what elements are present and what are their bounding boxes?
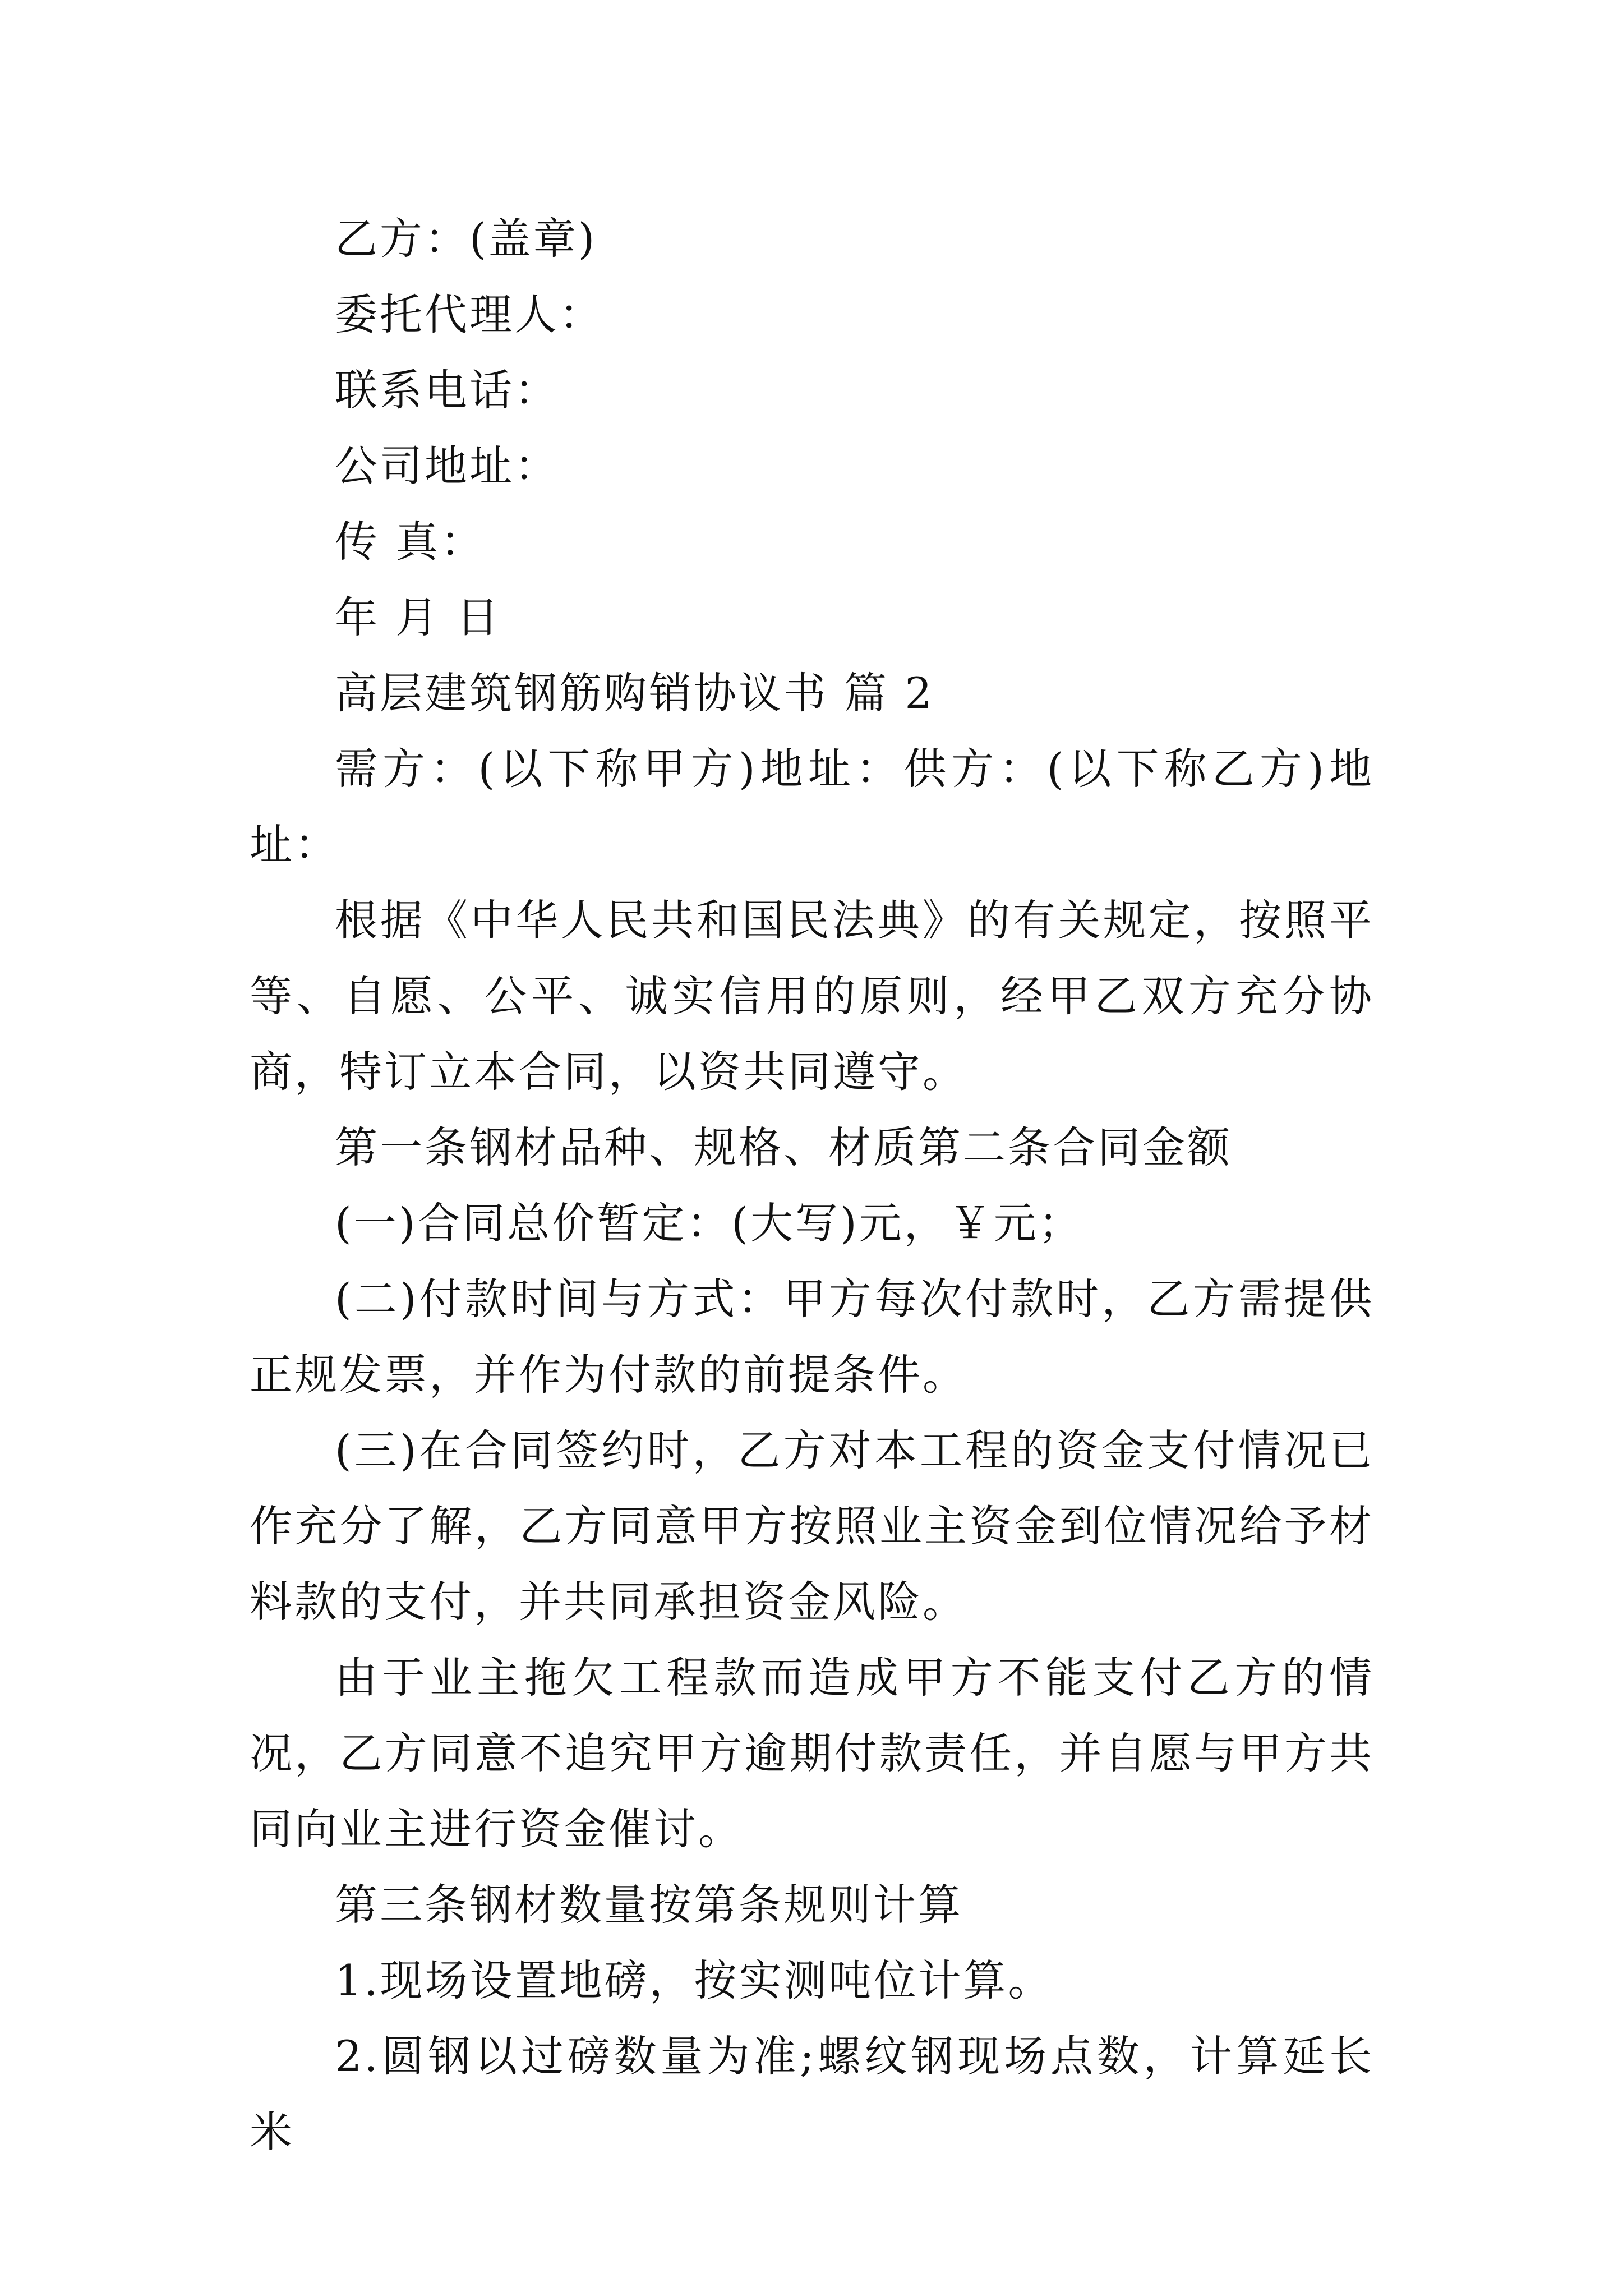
date-line: 年 月 日 [335, 592, 501, 642]
party-b-seal: 乙方：(盖章) [335, 214, 597, 264]
weighbridge-rule: 1.现场设置地磅，按实测吨位计算。 [335, 1955, 1053, 2005]
funding-risk: (三)在合同签约时，乙方对本工程的资金支付情况已作充分了解，乙方同意甲方按照业主资金到位情况给予材料款的支付，并共同承担资金风险。 [250, 1425, 1374, 1627]
authorized-agent: 委托代理人： [335, 289, 604, 339]
document-body [250, 201, 1374, 2170]
legal-basis-paragraph: 根据《中华人民共和国民法典》的有关规定，按照平等、自愿、公平、诚实信用的原则，经甲乙双方充分协商，特订立本合同，以资共同遵守。 [250, 895, 1374, 1097]
company-address: 公司地址： [335, 441, 559, 491]
payment-method: (二)付款时间与方式：甲方每次付款时，乙方需提供正规发票，并作为付款的前提条件。 [250, 1274, 1374, 1400]
round-steel-rule: 2.圆钢以过磅数量为准;螺纹钢现场点数，计算延长米 [250, 2031, 1374, 2157]
section-title: 高层建筑钢筋购销协议书 篇 2 [335, 668, 934, 718]
article-one-two: 第一条钢材品种、规格、材质第二条合同金额 [335, 1122, 1232, 1172]
article-three: 第三条钢材数量按第条规则计算 [335, 1880, 963, 1930]
contract-total-price: (一)合同总价暂定：(大写)元，￥元； [335, 1198, 1083, 1248]
contact-phone: 联系电话： [335, 365, 559, 415]
owner-arrears: 由于业主拖欠工程款而造成甲方不能支付乙方的情况，乙方同意不追究甲方逾期付款责任，并自愿与甲方共同向业主进行资金催讨。 [250, 1653, 1374, 1854]
fax: 传 真： [335, 517, 486, 567]
parties-address: 需方：(以下称甲方)地址：供方：(以下称乙方)地址： [250, 744, 1374, 869]
